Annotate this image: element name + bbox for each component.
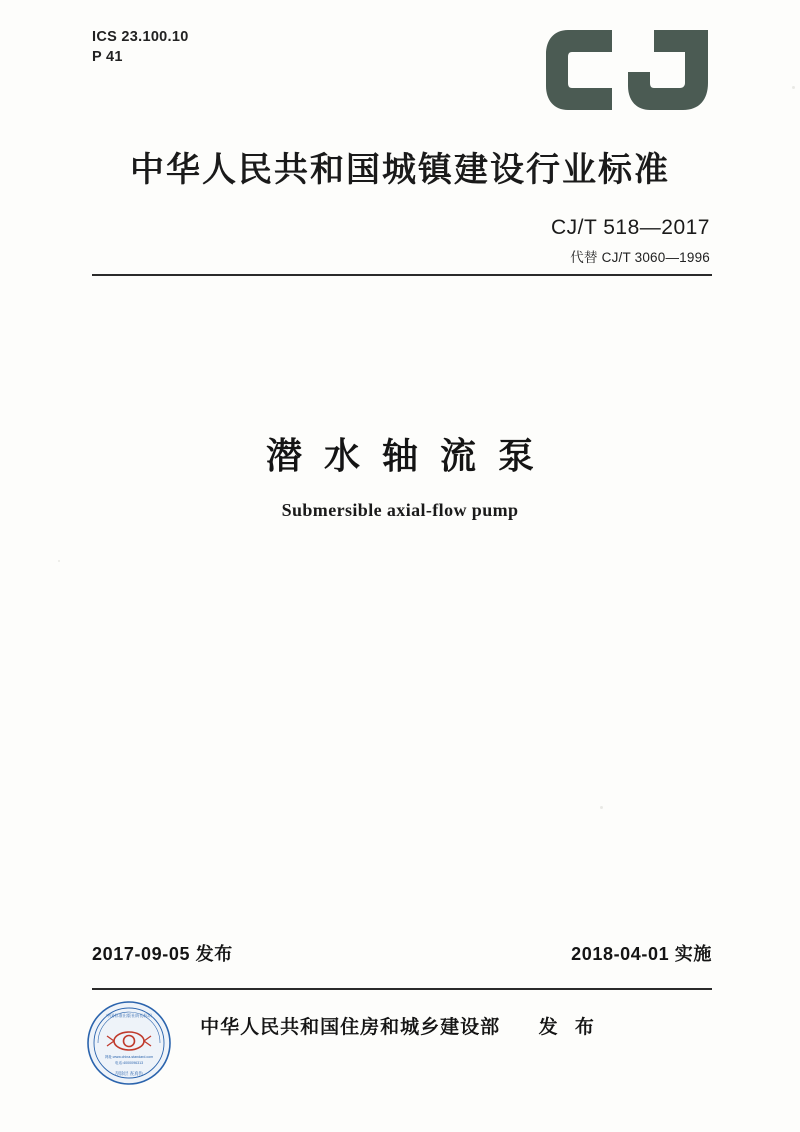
- svg-text:中国标准出版社防伪标识: 中国标准出版社防伪标识: [105, 1013, 153, 1018]
- issue-date: 2017-09-05 发布: [92, 944, 233, 964]
- standard-number-block: [551, 216, 710, 266]
- classification-code: P 41: [92, 48, 123, 65]
- page-title: 中华人民共和国城镇建设行业标准: [130, 151, 670, 189]
- standard-number: CJ/T 518—2017: [550, 216, 710, 239]
- ics-code: ICS 23.100.10: [92, 29, 189, 45]
- document-title-chinese: 潜水轴流泵: [265, 435, 556, 476]
- standard-replaces: 代替 CJ/T 3060—1996: [570, 250, 710, 265]
- scan-artifact: [792, 86, 795, 89]
- cj-logo: [542, 26, 712, 114]
- divider-bottom: [92, 988, 712, 990]
- publisher-organization: 中华人民共和国住房和城乡建设部: [200, 1017, 501, 1038]
- anti-counterfeit-seal-icon: [86, 1000, 172, 1086]
- document-title-english: Submersible axial-flow pump: [281, 500, 519, 520]
- scan-artifact: [58, 560, 60, 562]
- ics-block: [92, 28, 189, 67]
- svg-text:刮涂层 查真伪: 刮涂层 查真伪: [115, 1071, 143, 1076]
- publisher-action: 发 布: [538, 1017, 600, 1038]
- effective-date: 2018-04-01 实施: [571, 944, 712, 964]
- svg-text:电话:4000096313: 电话:4000096313: [114, 1061, 144, 1065]
- scan-artifact: [600, 806, 603, 809]
- svg-text:网址:www.china-standard.com: 网址:www.china-standard.com: [104, 1055, 154, 1059]
- divider-top: [92, 274, 712, 276]
